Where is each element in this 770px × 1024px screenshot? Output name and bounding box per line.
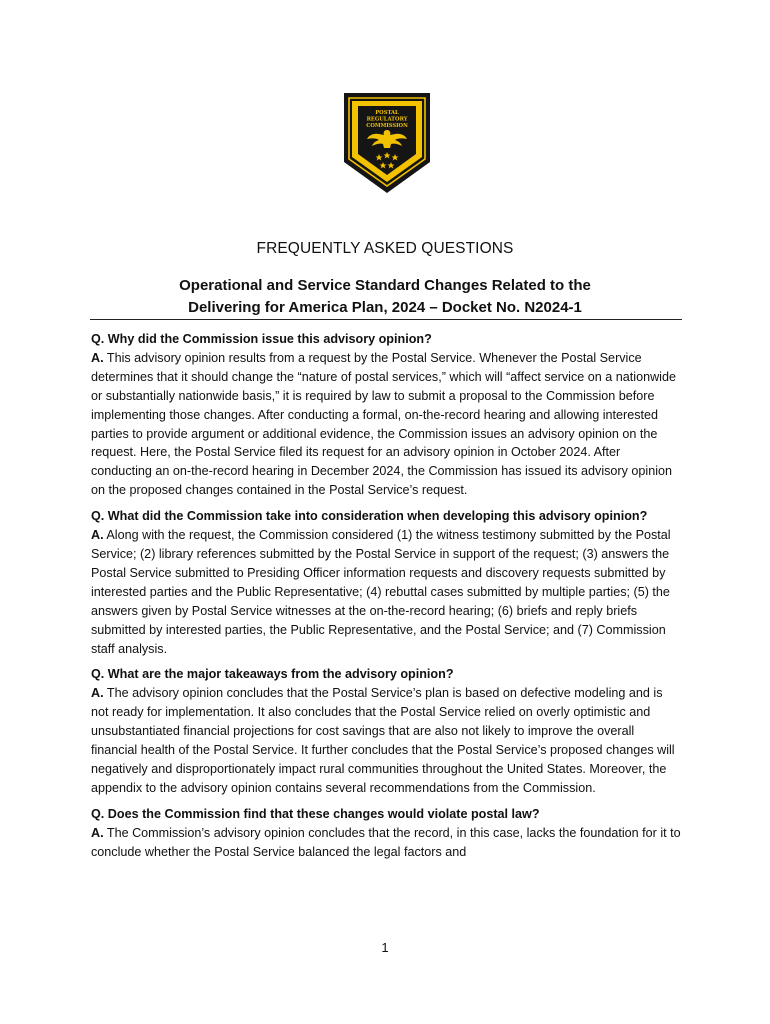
faq-question: Q. Does the Commission find that these changes would violate postal law? (91, 806, 540, 821)
answer-text: This advisory opinion results from a request by the Postal Service. Whenever the Postal Service determines that it should change the “nature of postal services,” which will “affect service on a nationwide or substantially nationwide basis,” it is required by law to submit a proposal to the Commission before implementing those changes. After conducting a formal, on-the-record hearing and allowing interested parties to provide argument or additional evidence, the Commission issues an advisory opinion on the request. Here, the Postal Service filed its request for an advisory opinion in October 2024. After conducting an on-the-record hearing in December 2024, the Commission has issued its advisory opinion on the proposed changes contained in the Postal Service’s request. (91, 350, 676, 498)
svg-text:REGULATORY: REGULATORY (366, 116, 408, 123)
svg-text:POSTAL: POSTAL (375, 110, 399, 116)
faq-question: Q. What did the Commission take into consideration when developing this advisory opinion? (91, 509, 648, 524)
faq-item (91, 330, 681, 500)
faq-question: Q. Why did the Commission issue this advisory opinion? (91, 332, 432, 346)
answer-text: Along with the request, the Commission considered (1) the witness testimony submitted by the Postal Service; (2) library references submitted by the Postal Service in support of the request; (3) answers the Postal Service submitted to Presiding Officer information requests and discovery requests submitted by interested parties and the Public Representative; (4) rebuttal cases submitted by multiple parties; (5) the answers given by Postal Service witnesses at the on-the-record hearing; (6) briefs and reply briefs submitted by interested parties, the Public Representative, and the Postal Service; and (7) Commission staff analysis. (91, 528, 671, 656)
faq-question: Q. What are the major takeaways from the advisory opinion? (91, 667, 454, 682)
title-divider (90, 319, 682, 320)
answer-text: The advisory opinion concludes that the Postal Service’s plan is based on defective modeling and is not ready for implementation. It also concludes that the Postal Service relied on overly optimistic and unsubstantiated financial projections for cost savings that are also not likely to improve the overall financial health of the Postal Service. It further concludes that the Postal Service’s proposed changes will negatively and disproportionately impact rural communities throughout the United States. Moreover, the appendix to the advisory opinion contains several recommendations from the Commission. (91, 686, 675, 795)
faq-answer (91, 824, 681, 862)
faq-title: FREQUENTLY ASKED QUESTIONS (256, 240, 514, 257)
answer-text: The Commission’s advisory opinion concludes that the record, in this case, lacks the foundation for it to conclude whether the Postal Service balanced the legal factors and (91, 825, 681, 859)
faq-item (91, 665, 681, 797)
faq-answer (91, 526, 681, 658)
document-subtitle-line2: Delivering for America Plan, 2024 – Docket No. N2024-1 (188, 299, 582, 316)
page-number: 1 (381, 940, 389, 955)
faq-answer (91, 684, 681, 797)
document-subtitle-line1: Operational and Service Standard Changes Related to the (179, 277, 591, 294)
faq-item (91, 805, 681, 862)
faq-item (91, 507, 681, 658)
postal-regulatory-commission-logo (343, 92, 431, 194)
svg-text:COMMISSION: COMMISSION (366, 123, 408, 129)
answer-prefix: A. (91, 825, 104, 840)
faq-answer (91, 349, 681, 500)
faq-content (91, 330, 681, 868)
answer-prefix: A. (91, 350, 104, 365)
answer-prefix: A. (91, 686, 104, 701)
answer-prefix: A. (91, 528, 104, 543)
